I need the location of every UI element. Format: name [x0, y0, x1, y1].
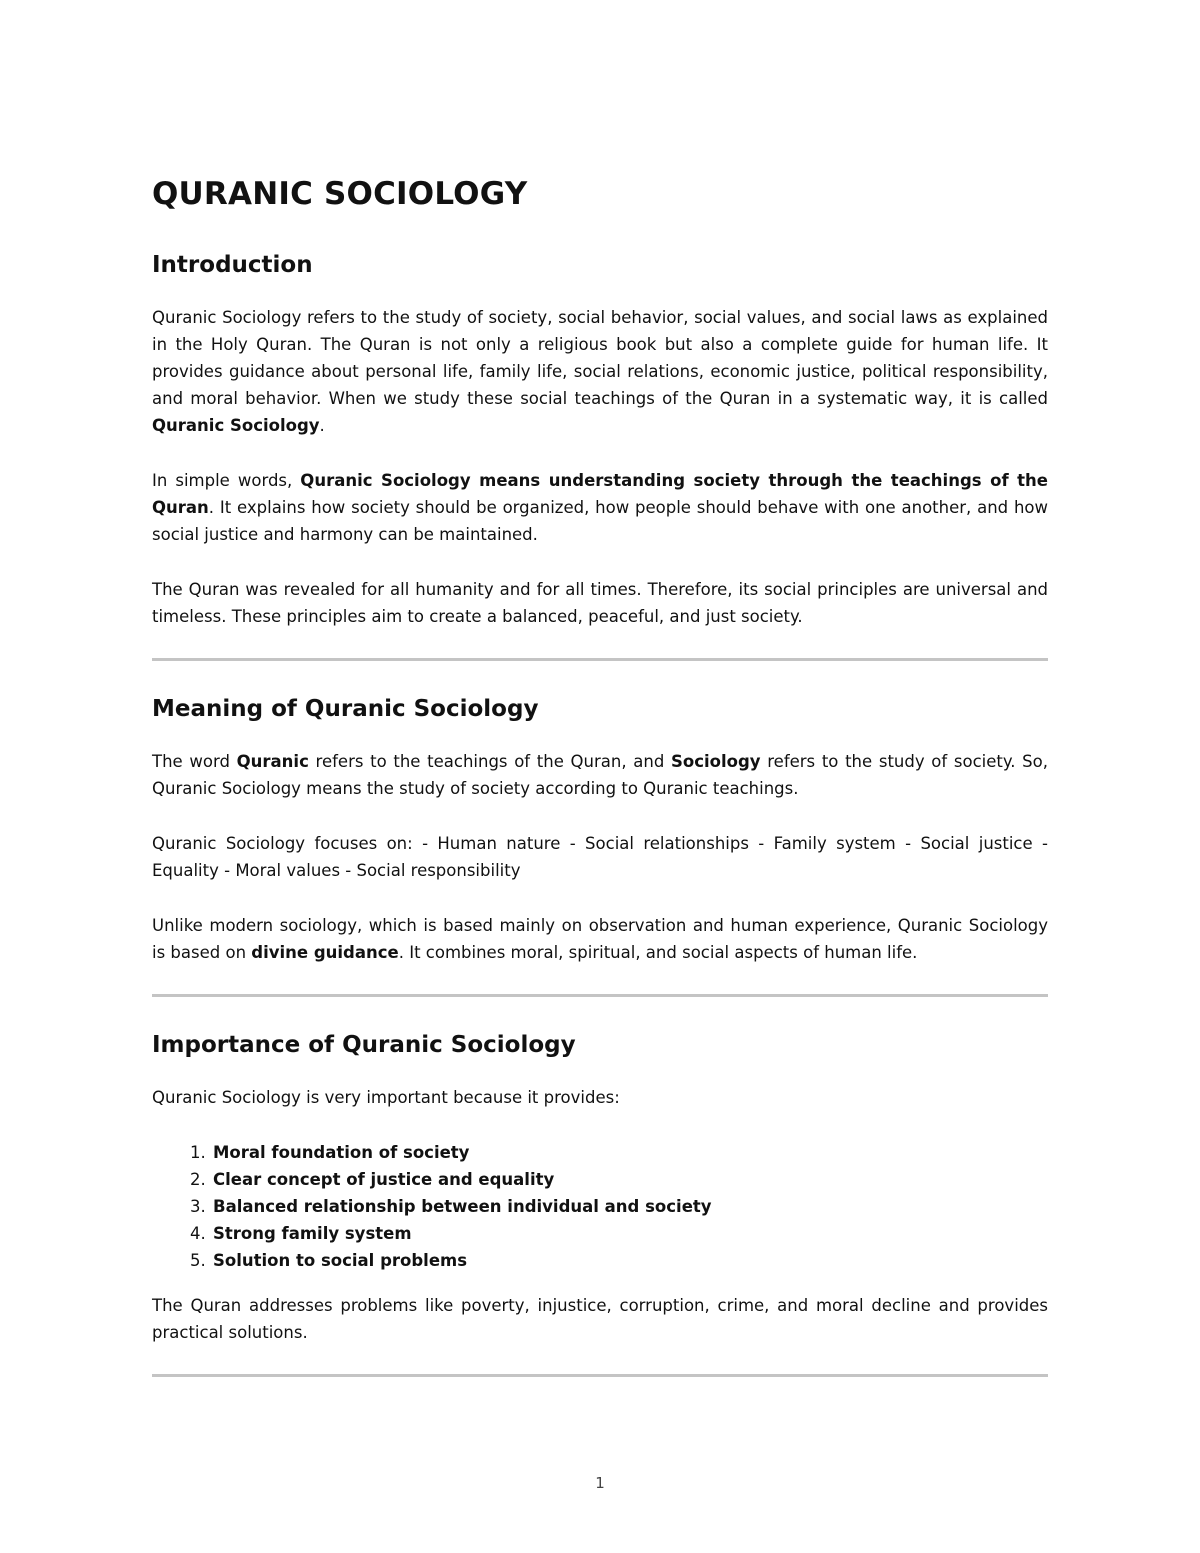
- section-divider: [152, 658, 1048, 661]
- section-divider: [152, 1374, 1048, 1377]
- intro-paragraph-1-text: Quranic Sociology refers to the study of society, social behavior, social values, and social laws as explained in the Holy Quran. The Quran is not only a religious book but also a complete guide for human life. It provides guidance about personal life, family life, social relations, economic justice, political responsibility, and moral behavior. When we study these social teachings of the Quran in a systematic way, it is called: [152, 308, 1048, 408]
- intro-paragraph-3: The Quran was revealed for all humanity and for all times. Therefore, its social principles are universal and timeless. These principles aim to create a balanced, peaceful, and just society.: [152, 580, 1048, 626]
- list-item-text: Moral foundation of society: [213, 1143, 470, 1162]
- section-heading-introduction: Introduction: [152, 252, 313, 278]
- meaning-paragraph-3-c: . It combines moral, spiritual, and social aspects of human life.: [398, 943, 918, 962]
- list-item-text: Clear concept of justice and equality: [213, 1170, 555, 1189]
- list-item-text: Solution to social problems: [213, 1251, 468, 1270]
- list-item: [211, 1247, 1048, 1274]
- section-divider: [152, 994, 1048, 997]
- list-item: [211, 1139, 1048, 1166]
- meaning-paragraph-1-d: refers to the study of society. So, Quranic Sociology means the study of society according to Quranic teachings.: [152, 752, 1048, 798]
- importance-closing: The Quran addresses problems like poverty, injustice, corruption, crime, and moral decline and provides practical solutions.: [152, 1296, 1048, 1342]
- list-item-text: Balanced relationship between individual and society: [213, 1197, 712, 1216]
- intro-paragraph-1: [152, 304, 1048, 439]
- meaning-paragraph-3-bold: divine guidance: [251, 943, 399, 962]
- intro-paragraph-2-end: . It explains how society should be organized, how people should behave with one another, and how social justice and harmony can be maintained.: [152, 498, 1048, 544]
- page-number: 1: [595, 1474, 605, 1492]
- list-item: [211, 1220, 1048, 1247]
- document-body: [152, 160, 1048, 1377]
- intro-paragraph-2-start: In simple words,: [152, 471, 301, 490]
- list-item-text: Strong family system: [213, 1224, 412, 1243]
- meaning-paragraph-1-bold-quranic: Quranic: [236, 752, 309, 771]
- meaning-paragraph-1-bold-sociology: Sociology: [671, 752, 761, 771]
- intro-paragraph-2: [152, 467, 1048, 548]
- meaning-paragraph-3: [152, 912, 1048, 966]
- list-item: [211, 1166, 1048, 1193]
- meaning-paragraph-2: Quranic Sociology focuses on: - Human nature - Social relationships - Family system - Social justice - Equality - Moral values - Social responsibility: [152, 834, 1048, 880]
- intro-paragraph-2-bold: Quranic Sociology means understanding society through the teachings of the Quran: [152, 471, 1048, 517]
- list-item: [211, 1193, 1048, 1220]
- intro-paragraph-1-bold: Quranic Sociology: [152, 416, 320, 435]
- importance-intro: Quranic Sociology is very important because it provides:: [152, 1088, 620, 1107]
- meaning-paragraph-1-a: The word: [152, 752, 237, 771]
- meaning-paragraph-1-c: refers to the teachings of the Quran, and: [308, 752, 671, 771]
- meaning-paragraph-1: [152, 748, 1048, 802]
- document-title: QURANIC SOCIOLOGY: [152, 176, 528, 212]
- intro-paragraph-1-end: .: [319, 416, 325, 435]
- section-heading-meaning: Meaning of Quranic Sociology: [152, 696, 539, 722]
- section-heading-importance: Importance of Quranic Sociology: [152, 1032, 576, 1058]
- importance-list: [152, 1139, 1048, 1274]
- meaning-paragraph-3-a: Unlike modern sociology, which is based mainly on observation and human experience, Quranic Sociology is based on: [152, 916, 1048, 962]
